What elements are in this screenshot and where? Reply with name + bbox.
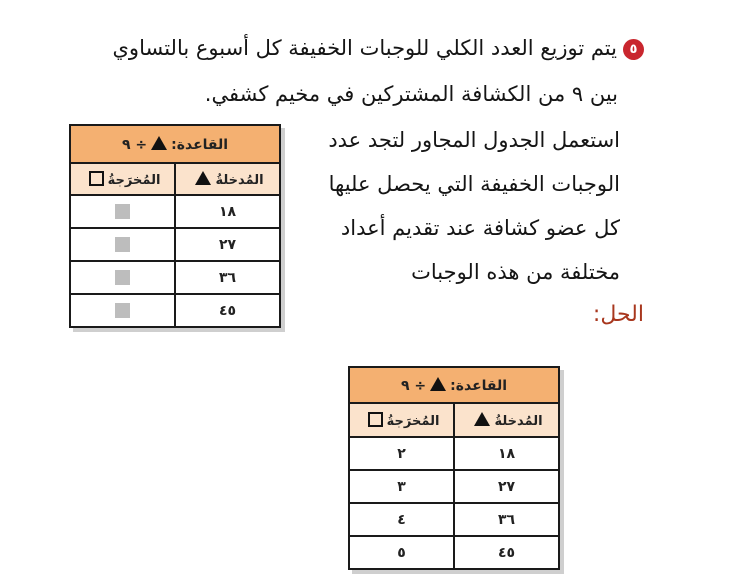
- table-row: [70, 195, 280, 228]
- problem-line-1: [113, 34, 645, 62]
- placeholder-box: [115, 204, 130, 219]
- input-cell: ١٨: [175, 195, 280, 228]
- problem-line-3: استعمل الجدول المجاور لتجد عدد: [328, 128, 620, 152]
- placeholder-box: [115, 303, 130, 318]
- placeholder-box: [115, 270, 130, 285]
- output-header: المُخرَجةُ: [386, 413, 440, 429]
- output-cell: ٢: [349, 437, 454, 470]
- table-row: [349, 437, 559, 470]
- problem-number-badge: ٥: [623, 39, 644, 60]
- input-header-cell: [454, 403, 559, 437]
- triangle-icon: [430, 377, 446, 391]
- answer-table: [348, 366, 560, 570]
- problem-line-6: مختلفة من هذه الوجبات: [411, 260, 620, 284]
- solution-label: الحل:: [592, 302, 644, 327]
- output-cell: [70, 195, 175, 228]
- input-cell: ٣٦: [175, 261, 280, 294]
- answer-table-rule: [349, 367, 559, 403]
- rule-suffix: ÷ ٩: [121, 136, 148, 153]
- output-cell: [70, 261, 175, 294]
- question-table-rule-row: [70, 125, 280, 163]
- input-cell: ٢٧: [454, 470, 559, 503]
- rule-prefix: القاعدة:: [171, 136, 229, 153]
- question-table-header-row: [70, 163, 280, 195]
- rule-prefix: القاعدة:: [450, 377, 508, 394]
- question-table: [69, 124, 281, 328]
- table-row: [70, 228, 280, 261]
- answer-table-header-row: [349, 403, 559, 437]
- input-header: المُدخلةُ: [215, 172, 264, 188]
- input-cell: ٣٦: [454, 503, 559, 536]
- table-row: [349, 503, 559, 536]
- table-row: [70, 261, 280, 294]
- input-header-cell: [175, 163, 280, 195]
- triangle-icon: [474, 412, 490, 426]
- rule-suffix: ÷ ٩: [400, 377, 427, 394]
- output-header: المُخرَجةُ: [107, 172, 161, 188]
- triangle-icon: [195, 171, 211, 185]
- problem-line-2: بين ٩ من الكشافة المشتركين في مخيم كشفي.: [204, 82, 618, 106]
- output-cell: [70, 294, 175, 327]
- input-cell: ٤٥: [454, 536, 559, 569]
- output-cell: ٥: [349, 536, 454, 569]
- placeholder-box: [115, 237, 130, 252]
- square-icon: [89, 171, 104, 186]
- square-icon: [368, 412, 383, 427]
- problem-text-1: يتم توزيع العدد الكلي للوجبات الخفيفة كل أسبوع بالتساوي: [112, 36, 617, 60]
- output-header-cell: [70, 163, 175, 195]
- question-table-rule: [70, 125, 280, 163]
- input-cell: ٢٧: [175, 228, 280, 261]
- input-cell: ١٨: [454, 437, 559, 470]
- output-cell: ٤: [349, 503, 454, 536]
- problem-line-5: كل عضو كشافة عند تقديم أعداد: [340, 216, 620, 240]
- output-cell: [70, 228, 175, 261]
- problem-line-4: الوجبات الخفيفة التي يحصل عليها: [328, 172, 620, 196]
- input-cell: ٤٥: [175, 294, 280, 327]
- input-header: المُدخلةُ: [494, 413, 543, 429]
- output-cell: ٣: [349, 470, 454, 503]
- table-row: [349, 536, 559, 569]
- output-header-cell: [349, 403, 454, 437]
- table-row: [70, 294, 280, 327]
- answer-table-rule-row: [349, 367, 559, 403]
- table-row: [349, 470, 559, 503]
- triangle-icon: [151, 136, 167, 150]
